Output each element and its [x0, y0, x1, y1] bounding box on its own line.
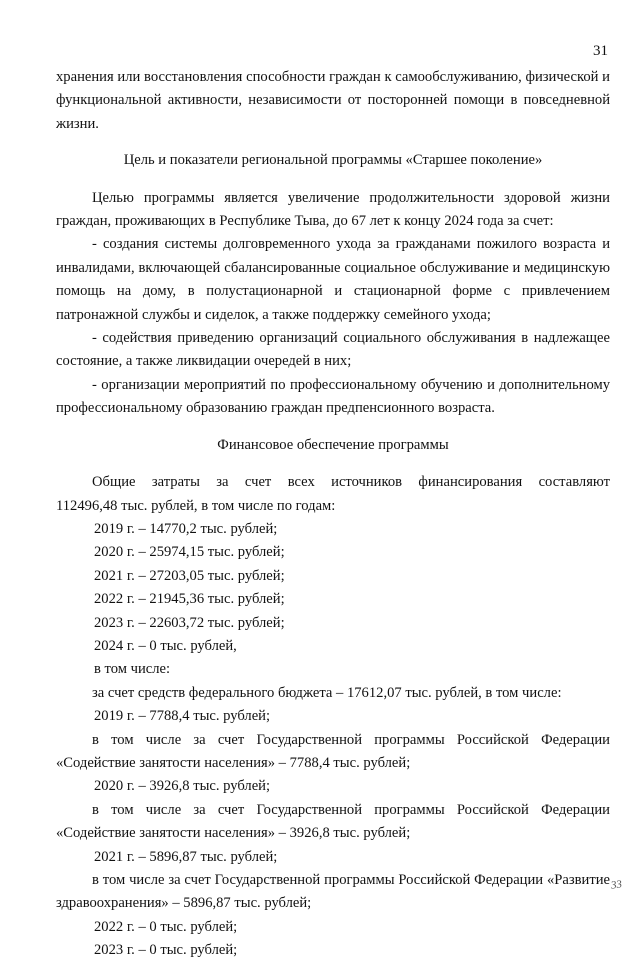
program-paragraph: в том числе за счет Государственной программы Российской Федерации «Содействие занятости населения» – 7788,4 тыс. рублей;: [56, 731, 610, 771]
total-costs-amount: 112496,48 тыс. рублей, в том числе по годам:: [56, 497, 336, 514]
federal-budget-line: за счет средств федерального бюджета – 17612,07 тыс. рублей, в том числе:: [92, 684, 562, 701]
intro-paragraph: хранения или восстановления способности граждан к самообслуживанию, физической и функциональной активности, независимости от посторонней помощи в повседневной жизни.: [56, 69, 610, 132]
handwritten-page-mark: 33: [610, 878, 623, 892]
total-costs-line: Общие затраты за счет всех источников финансирования составляют: [92, 474, 610, 491]
year-item: 2024 г. – 0 тыс. рублей,: [94, 637, 237, 654]
goal-item: - создания системы долговременного ухода за гражданами пожилого возраста и инвалидами, включающей сбалансированные социальное обслуживание и медицинскую помощь на дому, в полустационарной и стационарной форме с привлечением патронажной службы и сиделок, а также поддержку семейного ухода;: [56, 236, 610, 323]
federal-year-item: 2023 г. – 0 тыс. рублей;: [94, 942, 238, 959]
federal-year-item: 2019 г. – 7788,4 тыс. рублей;: [94, 708, 271, 725]
year-item: 2020 г. – 25974,15 тыс. рублей;: [94, 544, 285, 561]
federal-year-item: 2021 г. – 5896,87 тыс. рублей;: [94, 848, 278, 865]
goal-item: - организации мероприятий по профессиональному обучению и дополнительному профессиональному образованию граждан предпенсионного возраста.: [56, 376, 610, 417]
goal-item: - содействия приведению организаций социального обслуживания в надлежащее состояние, а также ликвидации очередей в них;: [56, 330, 610, 370]
federal-year-item: 2022 г. – 0 тыс. рублей;: [94, 918, 238, 935]
section-heading-goal: Цель и показатели региональной программы «Старшее поколение»: [123, 152, 543, 169]
section-heading-finance: Финансовое обеспечение программы: [217, 436, 449, 453]
page-number: 31: [593, 43, 608, 59]
in-that-number-label: в том числе:: [94, 661, 171, 678]
year-item: 2022 г. – 21945,36 тыс. рублей;: [94, 591, 285, 608]
program-paragraph: в том числе за счет Государственной программы Российской Федерации «Содействие занятости населения» – 3926,8 тыс. рублей;: [56, 801, 610, 842]
year-item: 2021 г. – 27203,05 тыс. рублей;: [94, 567, 285, 584]
document-body: [56, 66, 610, 963]
year-item: 2023 г. – 22603,72 тыс. рублей;: [94, 614, 285, 631]
federal-year-item: 2020 г. – 3926,8 тыс. рублей;: [94, 778, 271, 795]
program-paragraph: в том числе за счет Государственной программы Российской Федерации «Развитие здравоохранения» – 5896,87 тыс. рублей;: [56, 872, 610, 912]
goal-paragraph: Целью программы является увеличение продолжительности здоровой жизни граждан, проживающих в Республике Тыва, до 67 лет к концу 2024 года за счет:: [56, 189, 610, 230]
year-item: 2019 г. – 14770,2 тыс. рублей;: [94, 520, 278, 537]
